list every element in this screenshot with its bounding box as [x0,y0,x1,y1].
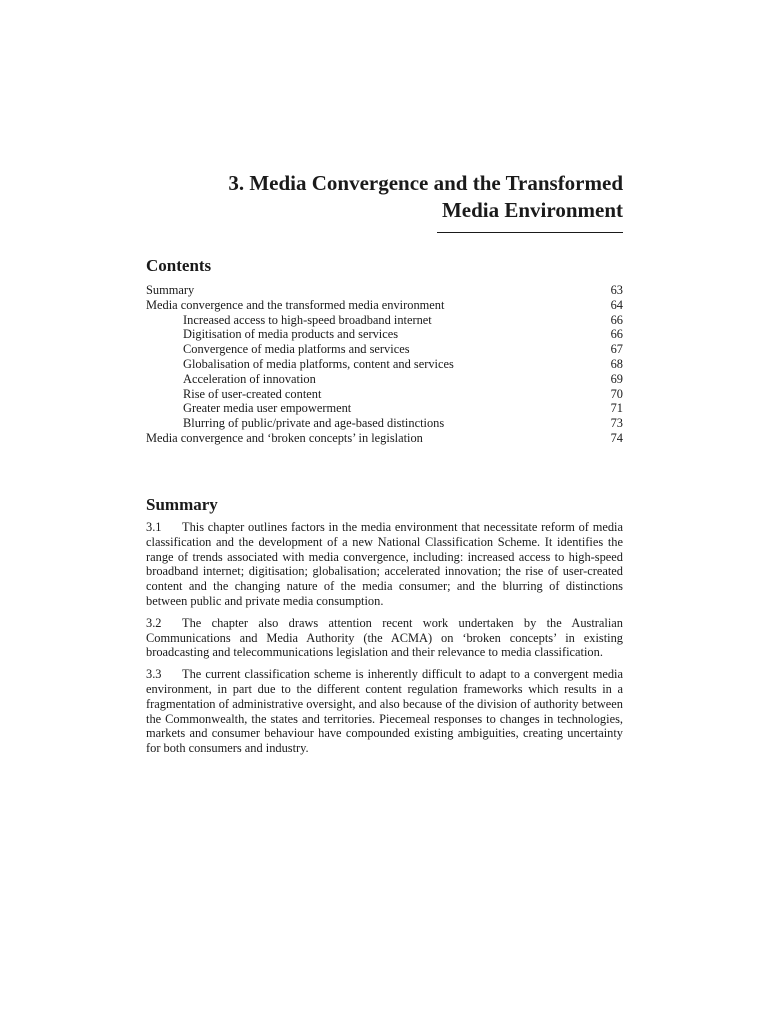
paragraph-text: The current classification scheme is inherently difficult to adapt to a convergent media environment, in part due to the different content regulation frameworks which results in a fragmentation of administrative oversight, and also because of the division of authority between the Commonwealth, the states and territories. Piecemeal responses to changes in technologies, markets and consumer behaviour have compounded existing ambiguities, creating uncertainty for both consumers and industry. [146,667,623,756]
toc-entry-page: 74 [610,430,623,445]
paragraph-number: 3.3 [146,667,162,682]
toc-entry-label: Convergence of media platforms and services [183,342,410,357]
chapter-title-line-2: Media Environment [441,198,623,222]
toc-subentry[interactable] [146,313,623,328]
toc-subentry[interactable] [146,357,623,372]
toc-subentry[interactable] [146,372,623,387]
toc-entry-label: Summary [146,283,195,297]
toc-entry-label: Digitisation of media products and services [183,327,399,342]
toc-entry-page: 68 [610,356,623,371]
chapter-title-line-1: 3. Media Convergence and the Transformed [228,171,623,195]
toc-entry-label: Media convergence and the transformed media environment [146,297,445,312]
summary-body [146,520,623,763]
toc-subentry[interactable] [146,387,623,402]
toc-entry-page: 66 [610,327,623,342]
title-rule [437,232,623,233]
toc-entry-page: 70 [610,386,623,401]
toc-subentry[interactable] [146,401,623,416]
toc-entry-page: 63 [610,283,623,297]
toc-entry-label: Acceleration of innovation [183,371,316,386]
paragraph-text: This chapter outlines factors in the media environment that necessitate reform of media classification and the development of a new National Classification Scheme. It identifies the range of trends associated with media convergence, including: increased access to high-speed broadband internet; digitisation; globalisation; accelerated innovation; the rise of user-created content and the changing nature of the media consumer; and the blurring of distinctions between public and private media consumption. [146,520,623,608]
toc-entry-page: 67 [610,342,623,357]
chapter-title [146,170,623,224]
summary-heading: Summary [146,495,218,514]
toc-subentry[interactable] [146,327,623,342]
paragraph-number: 3.2 [146,615,162,630]
toc-subentry[interactable] [146,416,623,431]
toc-entry-label: Increased access to high-speed broadband internet [183,312,432,327]
toc-entry[interactable] [146,431,623,446]
toc-entry-label: Greater media user empowerment [183,401,352,416]
toc-entry[interactable] [146,283,623,298]
toc-entry-page: 73 [610,416,623,431]
toc-entry-page: 69 [610,371,623,386]
paragraph [146,616,623,660]
toc-entry-label: Blurring of public/private and age-based distinctions [183,416,445,431]
paragraph [146,667,623,756]
contents-heading: Contents [146,256,212,275]
paragraph-text: The chapter also draws attention recent work undertaken by the Australian Communications and Media Authority (the ACMA) on ‘broken concepts’ in existing broadcasting and telecommunications legislation and their relevance to media classification. [146,615,623,660]
toc-entry-page: 71 [610,401,623,416]
toc-subentry[interactable] [146,342,623,357]
toc-entry-label: Media convergence and ‘broken concepts’ in legislation [146,430,423,445]
toc-entry[interactable] [146,298,623,313]
toc-entry-label: Rise of user-created content [183,386,322,401]
toc-entry-label: Globalisation of media platforms, content and services [183,356,454,371]
document-page [146,0,623,1024]
table-of-contents [146,283,623,446]
paragraph [146,520,623,609]
toc-entry-page: 64 [610,297,623,312]
paragraph-number: 3.1 [146,520,162,534]
toc-entry-page: 66 [610,312,623,327]
